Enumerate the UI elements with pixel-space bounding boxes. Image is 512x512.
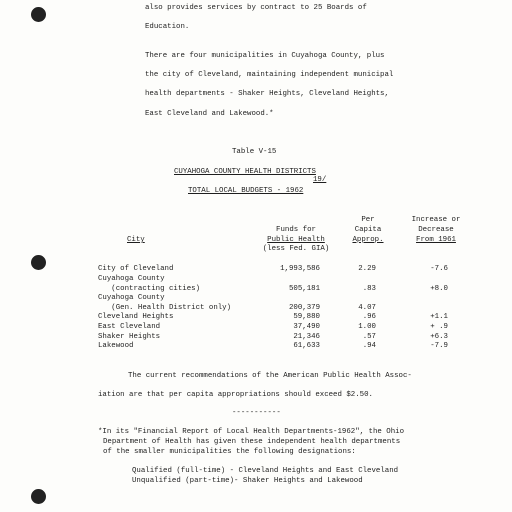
footnote-line-3: of the smaller municipalities the following designations:	[103, 448, 356, 456]
header-funds-2: Public Health	[267, 236, 325, 244]
row-city: City of Cleveland	[98, 265, 174, 273]
footnote-line-4: Qualified (full-time) - Cleveland Heights and East Cleveland	[132, 467, 399, 475]
row-funds: 61,633	[293, 342, 320, 350]
binder-hole-middle	[31, 255, 46, 270]
row-per-capita: 2.29	[358, 265, 376, 273]
header-per-2: Capita	[354, 226, 382, 234]
row-city: Cuyahoga County	[98, 275, 165, 283]
header-per-3: Approp.	[352, 236, 384, 244]
intro-line-1: also provides services by contract to 25 Boards of	[145, 4, 367, 12]
footnote-line-1: *In its "Financial Report of Local Health Departments-1962", the Ohio	[98, 428, 405, 436]
footnote-line-5: Unqualified (part-time)- Shaker Heights and Lakewood	[132, 477, 363, 485]
row-city: (Gen. Health District only)	[98, 304, 232, 312]
row-per-capita: .83	[362, 285, 376, 293]
footnote-mark: 19/	[313, 176, 327, 184]
row-funds: 21,346	[293, 333, 320, 341]
row-city: Cleveland Heights	[98, 313, 174, 321]
header-inc-3: From 1961	[416, 236, 456, 244]
header-inc-2: Decrease	[418, 226, 454, 234]
header-inc-1: Increase or	[411, 216, 461, 224]
para2-line-1: There are four municipalities in Cuyahoga County, plus	[145, 52, 385, 60]
para2-line-2: the city of Cleveland, maintaining independent municipal	[145, 71, 394, 79]
para2-line-4: East Cleveland and Lakewood.*	[145, 110, 274, 118]
header-funds-1: Funds for	[276, 226, 316, 234]
row-funds: 59,880	[293, 313, 320, 321]
row-change: -7.9	[430, 342, 448, 350]
row-funds: 200,379	[288, 304, 320, 312]
row-change: +1.1	[430, 313, 448, 321]
table-title-1: CUYAHOGA COUNTY HEALTH DISTRICTS	[174, 168, 316, 176]
row-city: (contracting cities)	[98, 285, 201, 293]
para3-line-1: The current recommendations of the American Public Health Assoc-	[128, 372, 412, 380]
separator: -----------	[232, 409, 281, 417]
row-per-capita: .94	[362, 342, 376, 350]
binder-hole-bottom	[31, 489, 46, 504]
table-title-2: TOTAL LOCAL BUDGETS - 1962	[188, 187, 304, 195]
row-per-capita: 1.00	[358, 323, 376, 331]
para3-line-2: iation are that per capita appropriations should exceed $2.50.	[98, 391, 373, 399]
header-per-1: Per	[361, 216, 375, 224]
row-funds: 37,490	[293, 323, 320, 331]
header-city: City	[127, 236, 145, 244]
row-change: +8.0	[430, 285, 448, 293]
para2-line-3: health departments - Shaker Heights, Cleveland Heights,	[145, 90, 389, 98]
row-funds: 1,993,586	[280, 265, 320, 273]
binder-hole-top	[31, 7, 46, 22]
row-funds: 505,181	[288, 285, 320, 293]
table-label: Table V-15	[232, 148, 277, 156]
row-city: Lakewood	[98, 342, 134, 350]
header-funds-3: (less Fed. GIA)	[262, 245, 330, 253]
row-per-capita: .57	[362, 333, 376, 341]
row-city: East Cleveland	[98, 323, 161, 331]
row-change: -7.6	[430, 265, 448, 273]
row-city: Shaker Heights	[98, 333, 161, 341]
row-per-capita: 4.07	[358, 304, 376, 312]
row-change: +6.3	[430, 333, 448, 341]
row-change: + .9	[430, 323, 448, 331]
footnote-line-2: Department of Health has given these independent health departments	[103, 438, 401, 446]
row-per-capita: .96	[362, 313, 376, 321]
row-city: Cuyahoga County	[98, 294, 165, 302]
intro-line-2: Education.	[145, 23, 190, 31]
